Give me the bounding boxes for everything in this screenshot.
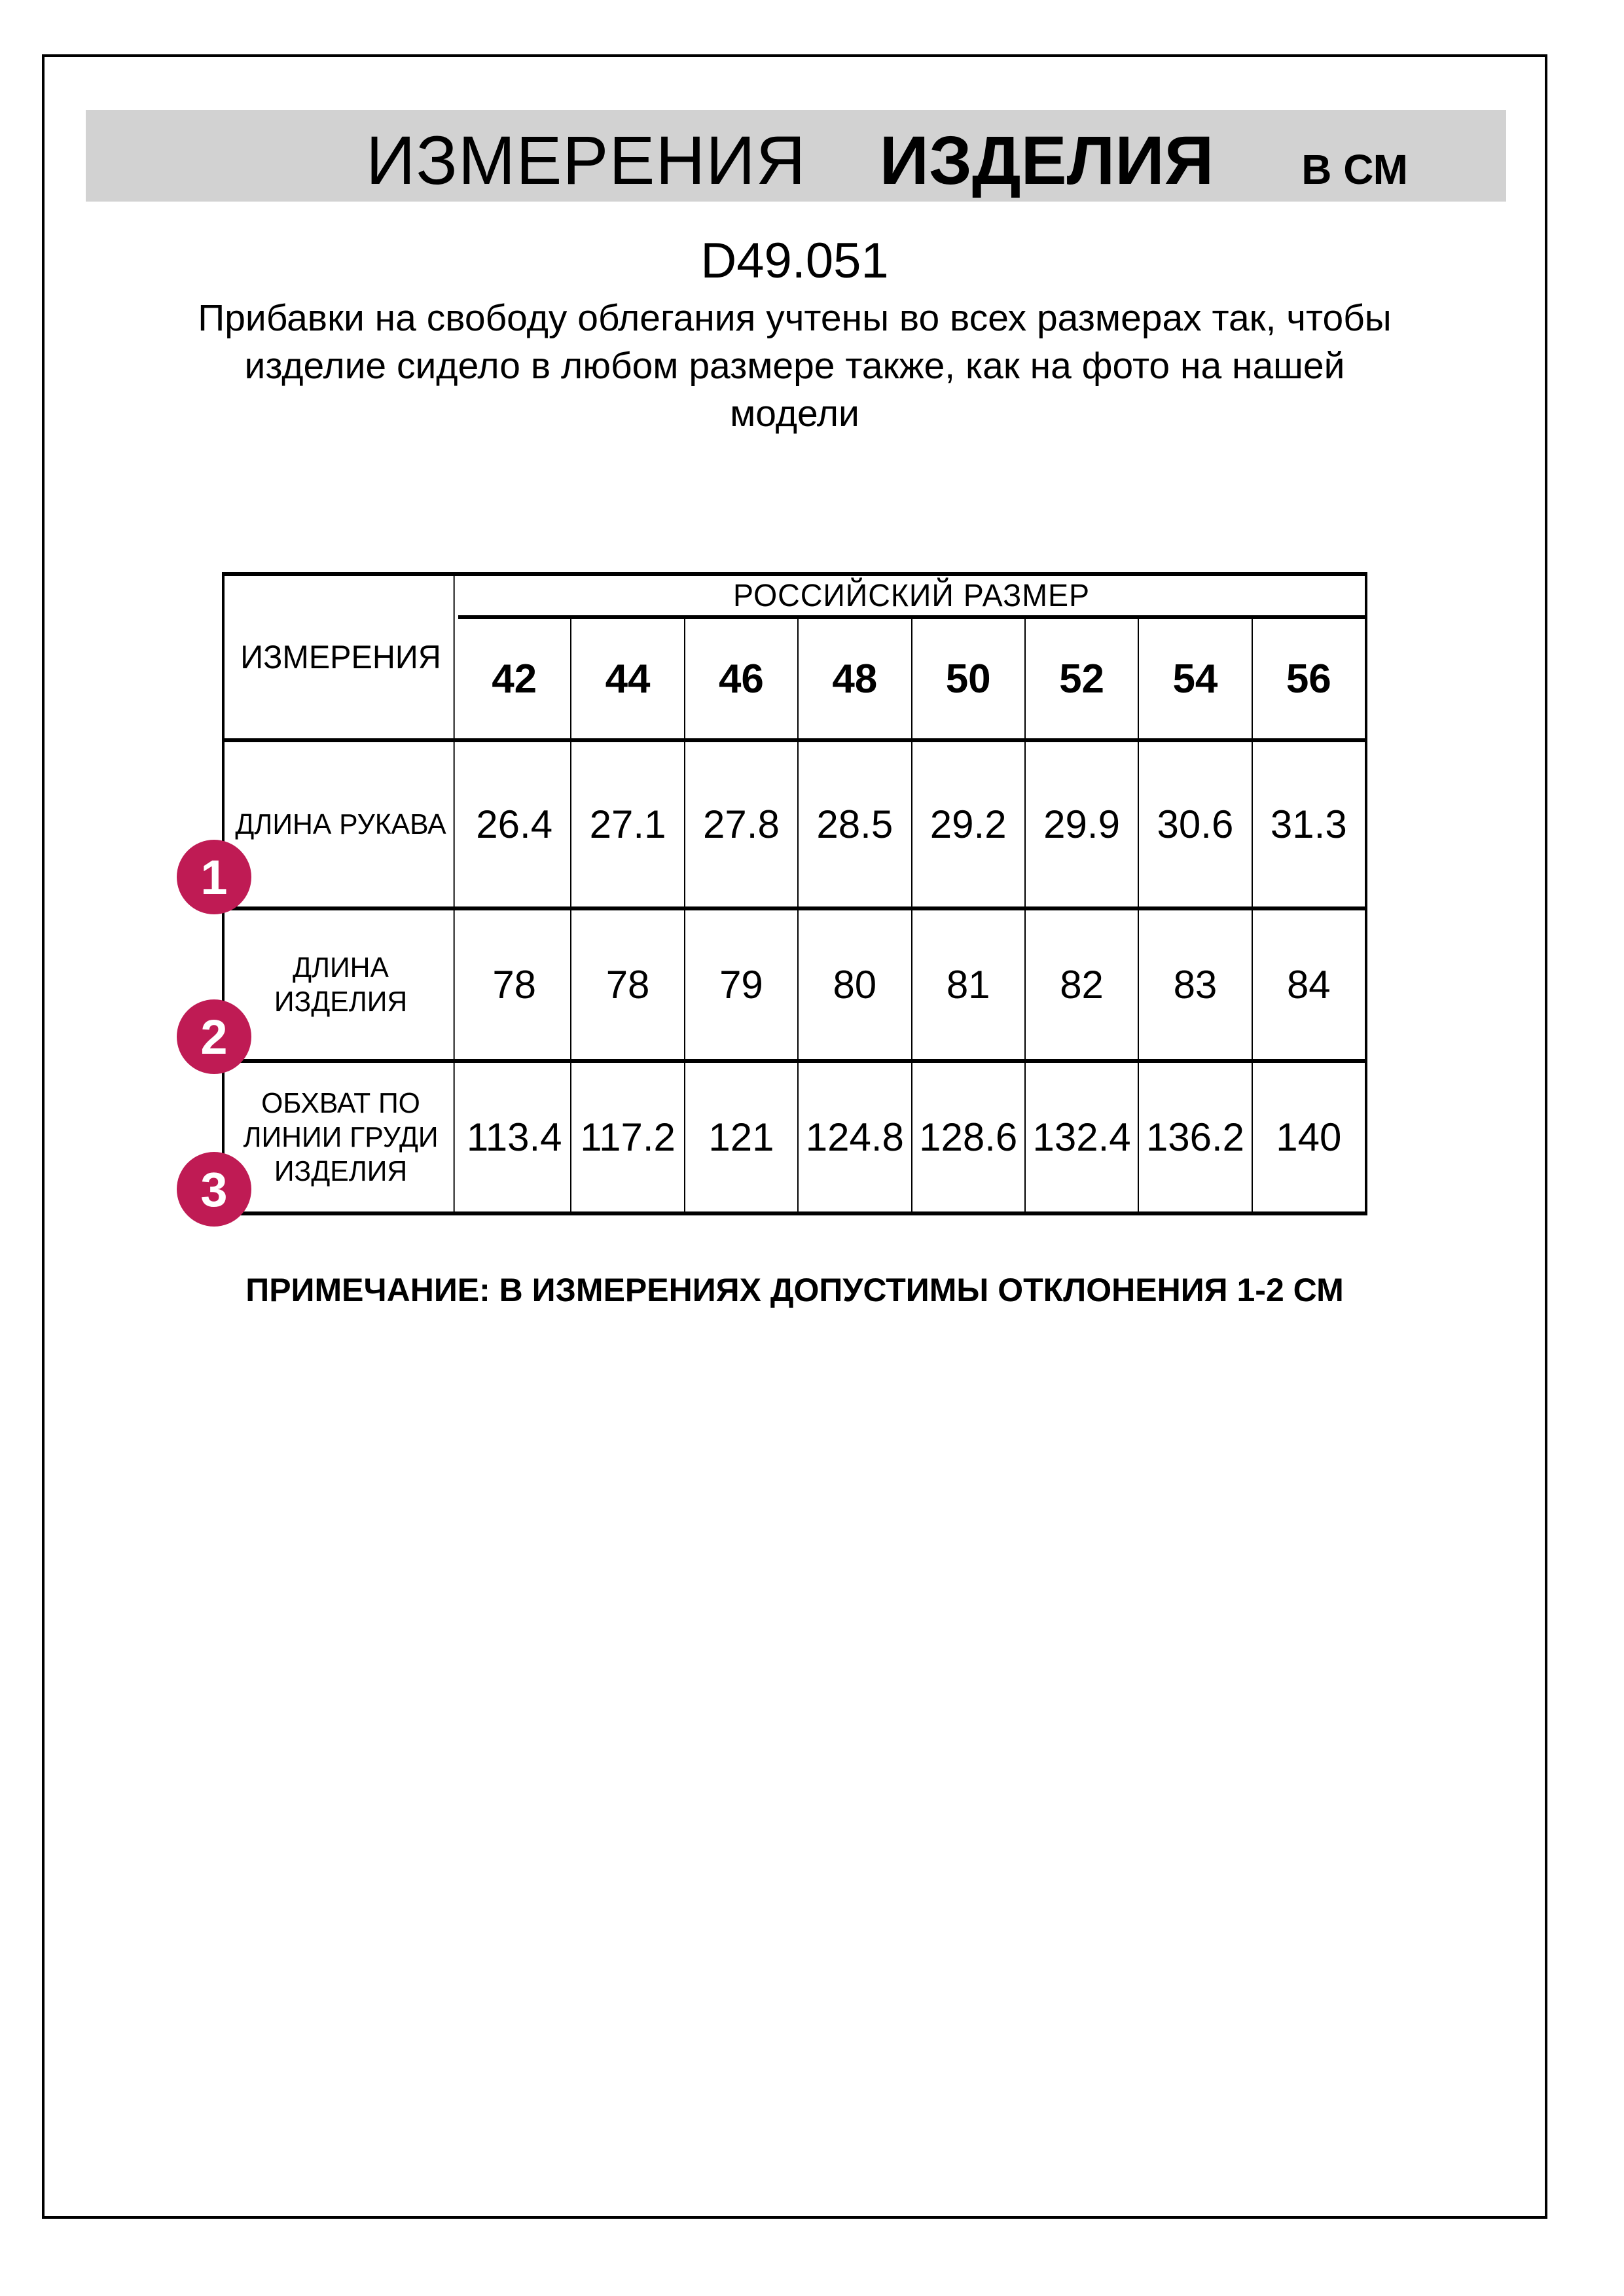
intro-line: Прибавки на свободу облегания учтены во всех размерах так, чтобы (198, 297, 1392, 339)
row-label-line: ОБХВАТ ПО (261, 1086, 420, 1119)
value-cell: 27.1 (570, 742, 683, 906)
row-badge: 2 (177, 999, 251, 1074)
value-cell: 84 (1252, 910, 1365, 1059)
value-cell: 78 (570, 910, 683, 1059)
value-cell: 81 (911, 910, 1024, 1059)
row-label-line: ИЗДЕЛИЯ (274, 1155, 408, 1187)
row-label-line: ЛИНИИ ГРУДИ (243, 1121, 439, 1153)
title-product: ИЗДЕЛИЯ (879, 122, 1214, 199)
value-cell: 117.2 (570, 1063, 683, 1211)
value-cell: 27.8 (684, 742, 797, 906)
value-cell: 29.2 (911, 742, 1024, 906)
intro-line: модели (730, 393, 859, 435)
value-cell: 79 (684, 910, 797, 1059)
row-badge: 1 (177, 840, 251, 914)
table-header-right (458, 576, 1365, 738)
row-label (228, 910, 454, 1059)
intro-paragraph (45, 295, 1545, 438)
size-header-cell: 52 (1024, 619, 1138, 738)
size-header-cell: 48 (797, 619, 911, 738)
size-table (222, 572, 1367, 1215)
value-cell: 29.9 (1024, 742, 1138, 906)
intro-line: изделие сидело в любом размере также, как на фото на нашей (244, 345, 1345, 387)
article-code: D49.051 (700, 233, 889, 289)
note-text: ПРИМЕЧАНИЕ: В ИЗМЕРЕНИЯХ ДОПУСТИМЫ ОТКЛОНЕНИЯ 1-2 СМ (245, 1272, 1344, 1308)
value-cell: 121 (684, 1063, 797, 1211)
table-row (225, 738, 1365, 906)
size-header-cell: 54 (1138, 619, 1251, 738)
row-label (228, 742, 454, 906)
table-row (225, 906, 1365, 1059)
value-cell: 128.6 (911, 1063, 1024, 1211)
page-frame (42, 54, 1547, 2219)
value-cell: 78 (492, 963, 537, 1007)
row-badge: 3 (177, 1152, 251, 1227)
size-header-cell: 56 (1252, 619, 1365, 738)
size-header-row (458, 615, 1365, 738)
title-bar (86, 110, 1506, 202)
value-cell: 30.6 (1138, 742, 1251, 906)
value-cell: 132.4 (1024, 1063, 1138, 1211)
corner-label: ИЗМЕРЕНИЯ (228, 576, 454, 738)
size-header-cell: 46 (684, 619, 797, 738)
value-cell: 31.3 (1252, 742, 1365, 906)
value-cell: 83 (1138, 910, 1251, 1059)
value-cell: 26.4 (476, 802, 553, 846)
row-label-line: ИЗДЕЛИЯ (274, 985, 408, 1018)
table-row (225, 1059, 1365, 1211)
table-header (225, 576, 1365, 738)
title-measurements: ИЗМЕРЕНИЯ (366, 122, 806, 199)
row-label-line: ДЛИНА (293, 951, 389, 984)
value-cell: 82 (1024, 910, 1138, 1059)
row-label-line: ДЛИНА РУКАВА (235, 808, 446, 840)
value-cell: 28.5 (797, 742, 911, 906)
value-cell: 113.4 (466, 1115, 562, 1159)
row-label (228, 1063, 454, 1211)
value-cell: 140 (1252, 1063, 1365, 1211)
size-header-cell: 42 (492, 656, 537, 702)
size-header-cell: 44 (570, 619, 683, 738)
value-cell: 124.8 (797, 1063, 911, 1211)
size-group-header: РОССИЙСКИЙ РАЗМЕР (732, 578, 1091, 613)
size-header-cell: 50 (911, 619, 1024, 738)
title-unit: В СМ (1301, 146, 1408, 193)
value-cell: 136.2 (1138, 1063, 1251, 1211)
value-cell: 80 (797, 910, 911, 1059)
